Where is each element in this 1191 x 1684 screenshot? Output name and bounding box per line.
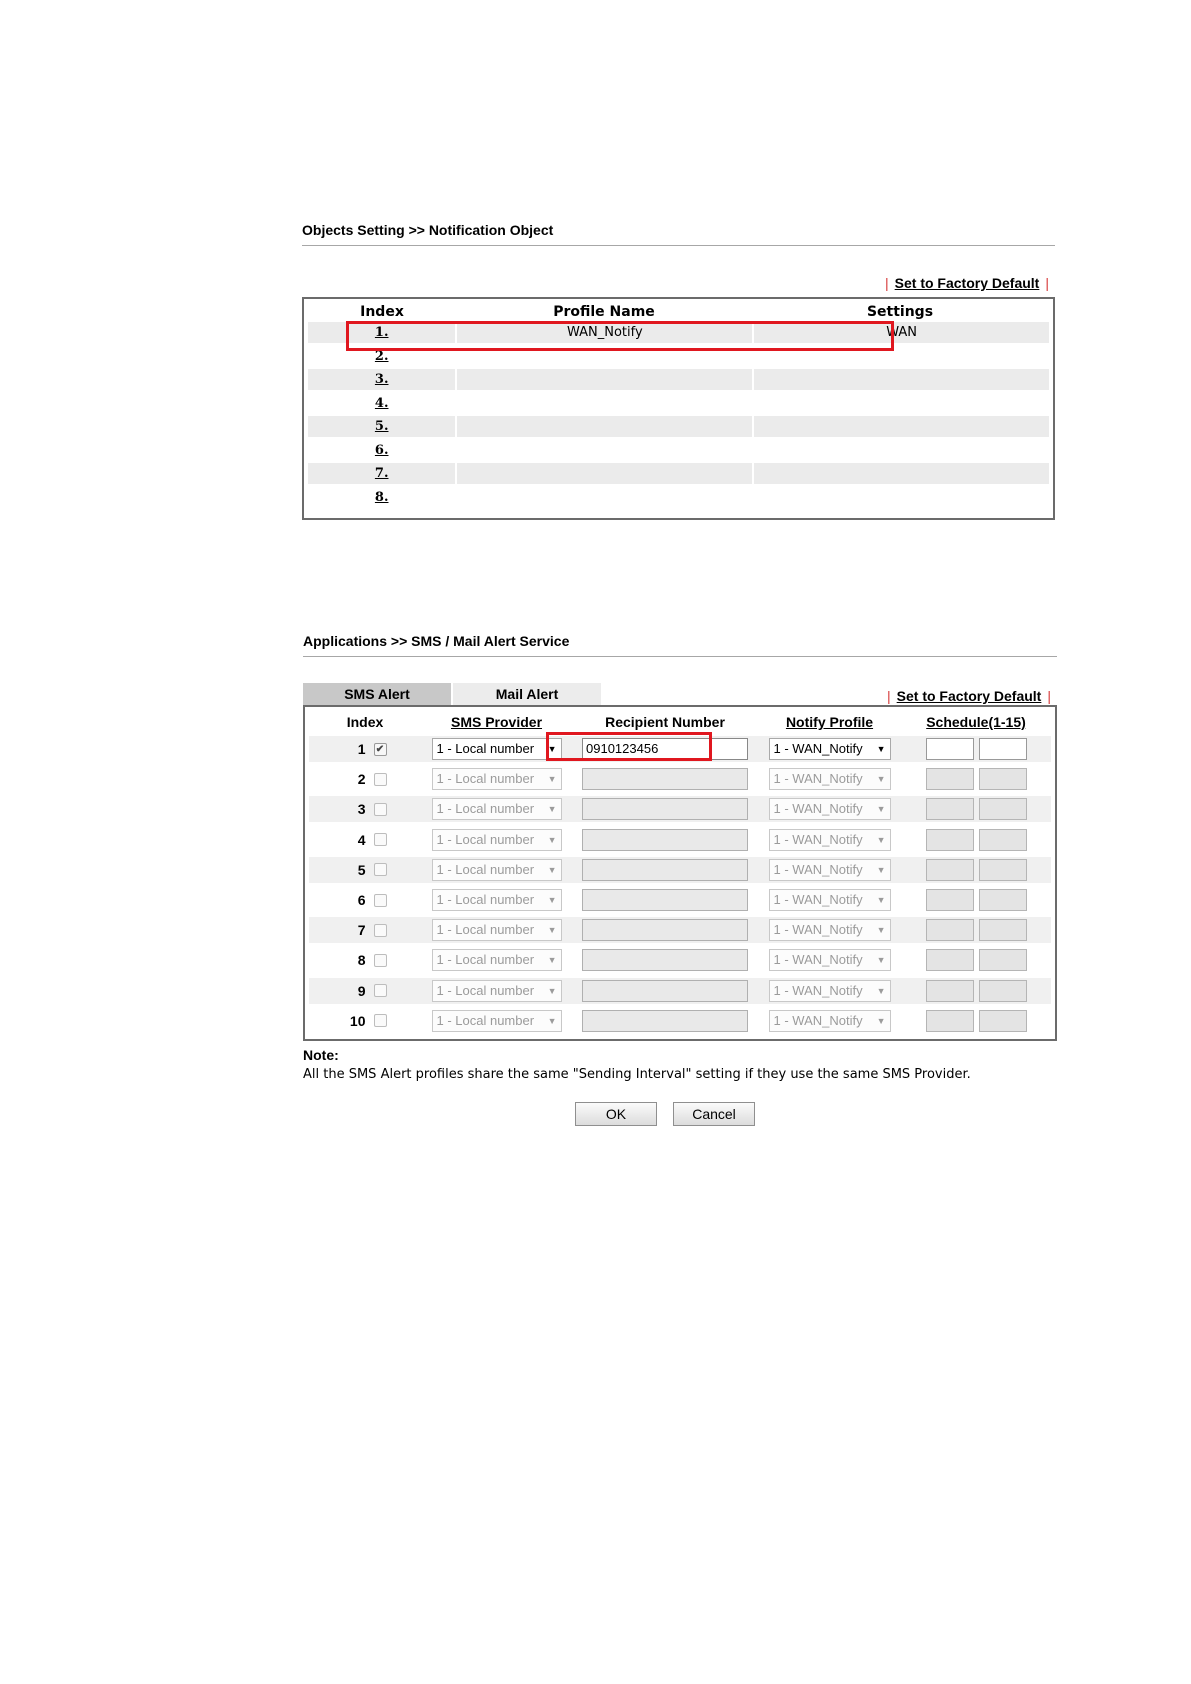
provider-cell [421,829,572,851]
table-row [308,322,1049,346]
profile-index-link[interactable]: 2. [374,348,389,364]
row-index: 1 [357,741,366,758]
settings-cell [754,487,1049,508]
factory-default-link[interactable]: Set to Factory Default [894,275,1040,291]
schedule-input-1[interactable] [926,738,974,760]
provider-cell [421,980,572,1002]
table-row [308,393,1049,417]
factory-default-link[interactable]: Set to Factory Default [896,688,1042,704]
provider-cell [421,1010,572,1032]
notify-profile-cell [758,798,901,820]
schedule-input-1[interactable] [926,1010,974,1032]
table-row [308,487,1049,511]
enable-checkbox[interactable] [374,984,387,997]
notify-profile-value: 1 - WAN_Notify [773,892,863,908]
table-row [309,915,1051,945]
separator: | [1045,275,1049,291]
dropdown-arrow-icon: ▼ [547,774,557,785]
index-cell [308,440,455,461]
notify-profile-cell [758,980,901,1002]
sms-provider-value: 1 - Local number [436,771,535,787]
note-title: Note: [303,1047,339,1063]
table-row [308,416,1049,440]
schedule-input-2[interactable] [979,829,1027,851]
cancel-button[interactable]: Cancel [673,1102,755,1126]
profile-index-link[interactable]: 4. [374,395,389,411]
column-header-settings: Settings [866,304,934,320]
table-row [309,794,1051,824]
schedule-input-1[interactable] [926,768,974,790]
table-row [309,825,1051,855]
sms-provider-value: 1 - Local number [436,952,535,968]
settings-cell [754,440,1049,461]
notify-profile-cell [758,829,901,851]
profile-name-cell [457,346,752,367]
sms-provider-select[interactable] [432,1010,562,1032]
sms-provider-select[interactable] [432,768,562,790]
settings-cell [754,393,1049,414]
notify-profile-cell [758,949,901,971]
schedule-input-1[interactable] [926,919,974,941]
recipient-number-input[interactable]: 0910123456 [582,738,748,760]
notify-profile-select[interactable] [769,1010,891,1032]
index-cell [308,369,455,390]
notify-profile-value: 1 - WAN_Notify [773,801,863,817]
profile-index-link[interactable]: 8. [374,489,389,505]
sms-provider-select[interactable] [432,798,562,820]
row-index: 4 [357,831,366,848]
factory-default-bar [302,274,1055,292]
sms-provider-value: 1 - Local number [436,801,535,817]
table-header [309,710,1051,734]
tab-sms-alert[interactable]: SMS Alert [303,683,451,705]
notify-profile-select[interactable] [769,919,891,941]
index-cell [309,832,421,848]
dropdown-arrow-icon: ▼ [547,955,557,966]
notify-profile-cell [758,889,901,911]
index-cell [309,892,421,908]
enable-checkbox[interactable] [374,803,387,816]
index-cell [308,463,455,484]
row-index: 2 [357,771,366,788]
recipient-number-input[interactable] [582,829,748,851]
sms-alert-section [303,633,1057,1126]
provider-cell [421,798,572,820]
row-index: 3 [357,801,366,818]
table-row [308,346,1049,370]
enable-checkbox[interactable] [374,894,387,907]
separator: | [1047,688,1051,704]
column-header-index: Index [346,714,384,730]
recipient-cell [572,798,758,820]
schedule-input-2[interactable] [979,798,1027,820]
row-index: 7 [357,922,366,939]
schedule-input-1[interactable] [926,949,974,971]
schedule-cell [901,859,1051,881]
column-header-index: Index [360,304,404,320]
sms-provider-select[interactable] [432,919,562,941]
table-row [309,855,1051,885]
notify-profile-cell [758,1010,901,1032]
enable-checkbox[interactable]: ✔ [374,743,387,756]
schedule-input-2[interactable] [979,768,1027,790]
dropdown-arrow-icon: ▼ [547,834,557,845]
index-cell [308,346,455,367]
sms-provider-value: 1 - Local number [436,741,535,757]
recipient-cell [572,829,758,851]
schedule-cell [901,889,1051,911]
index-cell [308,393,455,414]
sms-provider-select[interactable] [432,829,562,851]
dropdown-arrow-icon: ▼ [547,744,557,755]
recipient-number-input[interactable] [582,798,748,820]
table-body [308,322,1049,510]
profile-name-cell [457,393,752,414]
profile-name-cell [457,416,752,437]
schedule-input-1[interactable] [926,980,974,1002]
sms-provider-value: 1 - Local number [436,1012,535,1028]
schedule-cell [901,768,1051,790]
recipient-cell [572,919,758,941]
recipient-number-input[interactable] [582,859,748,881]
sms-provider-select[interactable] [432,859,562,881]
recipient-cell [572,1010,758,1032]
profile-name-cell [457,440,752,461]
provider-cell [421,919,572,941]
notification-object-table [302,297,1055,520]
dropdown-arrow-icon: ▼ [876,1015,886,1026]
dropdown-arrow-icon: ▼ [547,985,557,996]
recipient-number-input[interactable] [582,1010,748,1032]
table-row [309,734,1051,764]
notify-profile-value: 1 - WAN_Notify [773,861,863,877]
notify-profile-cell [758,768,901,790]
dropdown-arrow-icon: ▼ [876,804,886,815]
notify-profile-select[interactable] [769,889,891,911]
sms-provider-select[interactable] [432,889,562,911]
sms-provider-select[interactable] [432,980,562,1002]
enable-checkbox[interactable] [374,954,387,967]
tab-mail-alert[interactable]: Mail Alert [453,683,601,705]
sms-provider-value: 1 - Local number [436,831,535,847]
sms-alert-table [303,705,1057,1041]
profile-name-cell: WAN_Notify [457,322,752,343]
schedule-input-1[interactable] [926,859,974,881]
recipient-cell [572,980,758,1002]
index-cell [309,771,421,787]
profile-index-link[interactable]: 5. [374,419,389,434]
recipient-number-input[interactable] [582,949,748,971]
schedule-cell [901,738,1051,760]
schedule-input-1[interactable] [926,829,974,851]
notify-profile-value: 1 - WAN_Notify [773,982,863,998]
row-index: 10 [349,1012,366,1029]
index-cell [308,416,455,437]
dropdown-arrow-icon: ▼ [876,774,886,785]
provider-cell [421,949,572,971]
dropdown-arrow-icon: ▼ [547,1015,557,1026]
column-header-schedule[interactable]: Schedule(1-15) [926,714,1026,730]
recipient-cell [572,738,758,760]
profile-index-link[interactable]: 7. [374,466,389,481]
dropdown-arrow-icon: ▼ [876,985,886,996]
table-header [308,302,1049,322]
enable-checkbox[interactable] [374,863,387,876]
enable-checkbox[interactable] [374,924,387,937]
dropdown-arrow-icon: ▼ [547,864,557,875]
schedule-cell [901,949,1051,971]
row-index: 9 [357,982,366,999]
notify-profile-cell [758,859,901,881]
index-cell [308,322,455,343]
provider-cell [421,768,572,790]
separator: | [885,275,889,291]
notify-profile-value: 1 - WAN_Notify [773,1012,863,1028]
column-header-profile-name: Profile Name [553,304,655,320]
column-header-sms-provider[interactable]: SMS Provider [450,714,543,730]
dropdown-arrow-icon: ▼ [876,864,886,875]
schedule-cell [901,1010,1051,1032]
dropdown-arrow-icon: ▼ [547,804,557,815]
table-row [309,885,1051,915]
recipient-cell [572,889,758,911]
index-cell [309,922,421,938]
profile-name-cell [457,369,752,390]
recipient-cell [572,768,758,790]
schedule-cell [901,829,1051,851]
schedule-input-2[interactable] [979,889,1027,911]
recipient-number-input[interactable] [582,768,748,790]
table-row [308,463,1049,487]
notify-profile-select[interactable] [769,829,891,851]
dropdown-arrow-icon: ▼ [876,955,886,966]
dropdown-arrow-icon: ▼ [876,895,886,906]
row-index: 6 [357,892,366,909]
row-index: 8 [357,952,366,969]
schedule-input-1[interactable] [926,889,974,911]
table-row [309,945,1051,975]
row-index: 5 [357,861,366,878]
notify-profile-value: 1 - WAN_Notify [773,922,863,938]
sms-provider-select[interactable] [432,738,562,760]
notify-profile-value: 1 - WAN_Notify [773,952,863,968]
notify-profile-value: 1 - WAN_Notify [773,831,863,847]
profile-name-cell [457,487,752,508]
table-row [309,764,1051,794]
settings-cell [754,346,1049,367]
notify-profile-cell [758,738,901,760]
recipient-number-input[interactable] [582,919,748,941]
schedule-input-2[interactable] [979,1010,1027,1032]
schedule-input-2[interactable] [979,980,1027,1002]
dropdown-arrow-icon: ▼ [876,744,886,755]
index-cell [309,741,421,757]
schedule-input-1[interactable] [926,798,974,820]
profile-index-link[interactable]: 3. [374,372,389,387]
notify-profile-select[interactable] [769,980,891,1002]
schedule-input-2[interactable] [979,738,1027,760]
table-row [308,369,1049,393]
dropdown-arrow-icon: ▼ [547,895,557,906]
tab-bar [303,681,1057,705]
notification-object-section [302,222,1055,520]
factory-default-bar [603,687,1057,705]
notify-profile-select[interactable] [769,738,891,760]
profile-index-link[interactable]: 1. [374,325,389,340]
schedule-cell [901,980,1051,1002]
settings-cell: WAN [754,322,1049,343]
notify-profile-select[interactable] [769,798,891,820]
index-cell [309,862,421,878]
provider-cell [421,859,572,881]
index-cell [309,1013,421,1029]
sms-provider-value: 1 - Local number [436,982,535,998]
page-title: Objects Setting >> Notification Object [302,222,1055,246]
sms-provider-value: 1 - Local number [436,892,535,908]
notify-profile-cell [758,919,901,941]
sms-provider-select[interactable] [432,949,562,971]
dropdown-arrow-icon: ▼ [876,925,886,936]
notify-profile-value: 1 - WAN_Notify [773,771,863,787]
schedule-cell [901,919,1051,941]
index-cell [308,487,455,508]
schedule-input-2[interactable] [979,949,1027,971]
schedule-input-2[interactable] [979,859,1027,881]
provider-cell [421,738,572,760]
recipient-number-input[interactable] [582,980,748,1002]
recipient-cell [572,859,758,881]
settings-cell [754,369,1049,390]
recipient-cell [572,949,758,971]
table-row [308,440,1049,464]
profile-name-cell [457,463,752,484]
table-body [309,734,1051,1036]
profile-index-link[interactable]: 6. [374,442,389,458]
schedule-cell [901,798,1051,820]
table-row [309,1006,1051,1036]
table-row [309,976,1051,1006]
ok-button[interactable]: OK [575,1102,657,1126]
notify-profile-select[interactable] [769,859,891,881]
enable-checkbox[interactable] [374,773,387,786]
schedule-input-2[interactable] [979,919,1027,941]
action-buttons [303,1102,1057,1126]
settings-cell [754,463,1049,484]
dropdown-arrow-icon: ▼ [876,834,886,845]
column-header-notify-profile[interactable]: Notify Profile [785,714,874,730]
recipient-number-input[interactable] [582,889,748,911]
notify-profile-select[interactable] [769,768,891,790]
notify-profile-select[interactable] [769,949,891,971]
enable-checkbox[interactable] [374,833,387,846]
sms-provider-value: 1 - Local number [436,922,535,938]
sms-provider-value: 1 - Local number [436,861,535,877]
dropdown-arrow-icon: ▼ [547,925,557,936]
index-cell [309,983,421,999]
page-title: Applications >> SMS / Mail Alert Service [303,633,1057,657]
notify-profile-value: 1 - WAN_Notify [773,741,863,757]
note-text: All the SMS Alert profiles share the same "Sending Interval" setting if they use the same SMS Provider. [303,1067,971,1082]
settings-cell [754,416,1049,437]
separator: | [887,688,891,704]
enable-checkbox[interactable] [374,1014,387,1027]
index-cell [309,952,421,968]
index-cell [309,801,421,817]
column-header-recipient-number: Recipient Number [605,714,725,730]
provider-cell [421,889,572,911]
